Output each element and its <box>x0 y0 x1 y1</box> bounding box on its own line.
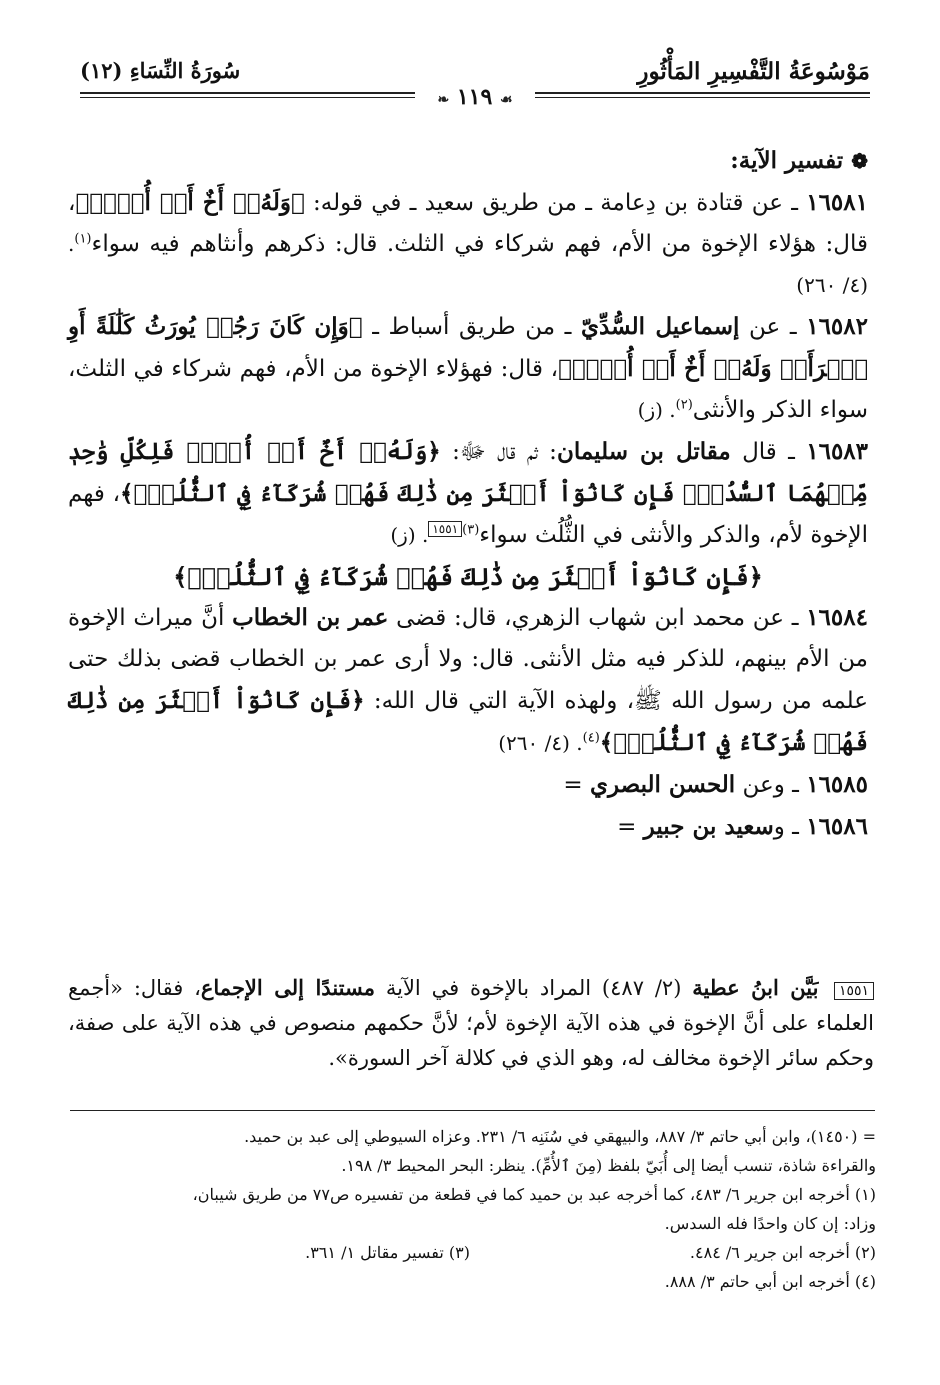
entry-text: ، قال: هؤلاء الإخوة من الأم، فهم شركاء في الثلث. قال: ذكرهم وأنثاهم فيه سواء <box>68 190 868 257</box>
entry-text: = <box>617 814 644 840</box>
commentary-text: ، فقال: «أجمع العلماء على أنَّ الإخوة في هذه الآية الإخوة لأم؛ لأنَّ حكمهم منصوص في هذه الآية على صفة، وحكم سائر الإخوة مخالف له، وهو الذي في كلالة آخر السورة». <box>68 976 874 1070</box>
entry <box>68 764 868 806</box>
main-text <box>68 140 868 848</box>
quran-verse: ﴿وَلَهُۥٓ أَخٌ أَوۡ أُخۡتٞ﴾ <box>75 189 305 216</box>
entry <box>68 306 868 431</box>
footnotes <box>64 1122 876 1296</box>
surah-label: سُورَةُ النِّسَاءِ (١٢) <box>80 58 241 83</box>
entry <box>68 597 868 764</box>
quran-verse: ﴿وَإِن كَانَ رَجُلٞ يُورَثُ كَلَٰلَةً أَوِ ٱمۡرَأَةٞ وَلَهُۥٓ أَخٌ أَوۡ أُخۡتٞ﴾ <box>68 313 868 382</box>
narrator-name: عمر بن الخطاب <box>232 604 389 631</box>
commentary <box>68 970 874 1076</box>
reference: . (ز) <box>637 398 676 422</box>
entry-text: ـ و <box>773 814 807 840</box>
section-heading <box>68 140 868 182</box>
entry-number: ١٦٥٨٣ <box>806 438 869 465</box>
narrator-name: إسماعيل السُّدِّيّ <box>581 313 740 340</box>
footnote: وزاد: إن كان واحدًا فله السدس. <box>664 1214 876 1233</box>
footnote-marker: (١) <box>74 231 92 247</box>
footnote-row <box>64 1238 876 1267</box>
commentary-link-box[interactable]: ١٥٥١ <box>428 521 462 537</box>
entry-text: = <box>563 772 590 798</box>
entry-number: ١٦٥٨١ <box>806 189 868 216</box>
footnote-continuation: = (١٤٥٠)، وابن أبي حاتم ٣/ ٨٨٧، والبيهقي في سُنَنِه ٦/ ٢٣١. وعزاه السيوطي إلى عبد بن حميد. <box>244 1127 876 1146</box>
footnote: (٢) أخرجه ابن جرير ٦/ ٤٨٤. <box>689 1243 876 1262</box>
footnote: (٤) أخرجه ابن أبي حاتم ٣/ ٨٨٨. <box>664 1272 876 1291</box>
commentary-number-box: ١٥٥١ <box>834 982 874 1000</box>
footnote-marker: (٤) <box>582 730 600 746</box>
commentary-ref: (٢/ ٤٨٧) <box>591 976 693 1000</box>
entry-text: : ثم قال ﷻ: <box>440 439 557 465</box>
entry-text: ، فهم الإخوة لأم، والذكر والأنثى في الثُّلُث سواء <box>68 481 868 548</box>
reference: . (٤/ ٢٦٠) <box>498 731 583 755</box>
quran-verse: ﴿وَلَهُۥٓ أَخٌ أَوۡ أُخۡتٞ فَلِكُلِّ وَٰحِدٖ مِّنۡهُمَا ٱلسُّدُسُۚ فَإِن كَانُوٓاْ أَكۡثَرَ مِن ذَٰلِكَ فَهُمۡ شُرَكَآءُ فِي ٱلثُّلُثِۚ﴾ <box>68 438 868 507</box>
footnote-rule <box>70 1110 875 1111</box>
narrator-name: مقاتل بن سليمان <box>556 438 731 465</box>
commentary-author: بَيَّن ابنُ عطية <box>692 975 830 1000</box>
reference: . (ز) <box>390 523 429 547</box>
entry-text: ـ عن قتادة بن دِعامة ـ من طريق سعيد ـ في قوله: <box>304 190 807 216</box>
footnote: (١) أخرجه ابن جرير ٦/ ٤٨٣، كما أخرجه عبد بن حميد كما في قطعة من تفسيره ص٧٧ من طريق شيبان، <box>192 1185 876 1204</box>
footnote: (٣) تفسير مقاتل ١/ ٣٦١. <box>305 1243 470 1262</box>
entry-number: ١٦٥٨٤ <box>806 604 868 631</box>
entry-text: ـ عن محمد ابن شهاب الزهري، قال: قضى <box>388 605 807 631</box>
quran-verse: ﴿فَإِن كَانُوٓاْ أَكۡثَرَ مِن ذَٰلِكَ فَهُمۡ شُرَكَآءُ فِي ٱلثُّلُثِۚ﴾ <box>68 687 868 756</box>
commentary-text: المراد بالإخوة في الآية <box>374 976 592 1000</box>
entry-text: ـ من طريق أسباط ـ <box>362 314 582 340</box>
entry-text: ، قال: فهؤلاء الإخوة من الأم، فهم شركاء في الثلث، سواء الذكر والأنثى <box>68 356 868 423</box>
entry-number: ١٦٥٨٦ <box>806 813 868 840</box>
footnote-continuation: والقراءة شاذة، تنسب أيضا إلى أُبَيّ بلفظ (مِنَ ٱلأُمِّ). ينظر: البحر المحيط ٣/ ١٩٨. <box>341 1156 876 1175</box>
entry-text: ـ قال <box>730 439 807 465</box>
entry-text: ـ عن <box>739 314 807 340</box>
reference: . (٤/ ٢٦٠) <box>68 232 868 297</box>
ornament-icon: ☙ <box>499 92 513 108</box>
footnote-marker: (٣) <box>462 522 480 538</box>
ornament-icon: ❧ <box>437 92 450 108</box>
narrator-name: الحسن البصري <box>589 771 736 798</box>
entry-number: ١٦٥٨٥ <box>806 771 868 798</box>
narrator-name: سعيد بن جبير <box>643 813 774 840</box>
entry-number: ١٦٥٨٢ <box>806 313 868 340</box>
page-number-text: ١١٩ <box>456 84 493 110</box>
entry-text: أنَّ ميراث الإخوة من الأم بينهم، للذكر فيه مثل الأنثى. قال: ولا أرى عمر بن الخطاب قضى بذلك حتى علمه من رسول الله ﷺ، ولهذه الآية التي قال الله: <box>68 605 868 714</box>
entry <box>68 182 868 306</box>
footnote-marker: (٢) <box>675 397 693 413</box>
entry <box>68 806 868 848</box>
entry-text: ـ وعن <box>735 772 807 798</box>
commentary-emphasis: مستندًا إلى الإجماع <box>200 975 375 1000</box>
center-verse: ﴿فَإِن كَانُوٓاْ أَكۡثَرَ مِن ذَٰلِكَ فَهُمۡ شُرَكَآءُ فِي ٱلثُّلُثِۚ﴾ <box>173 562 763 591</box>
flower-icon: ❁ <box>851 149 868 173</box>
page-number <box>415 84 535 114</box>
entry <box>68 431 868 556</box>
section-heading-text: تفسير الآية: <box>730 147 844 174</box>
book-title: مَوْسُوعَةُ التَّفْسِيرِ المَأْثُورِ <box>637 58 870 85</box>
